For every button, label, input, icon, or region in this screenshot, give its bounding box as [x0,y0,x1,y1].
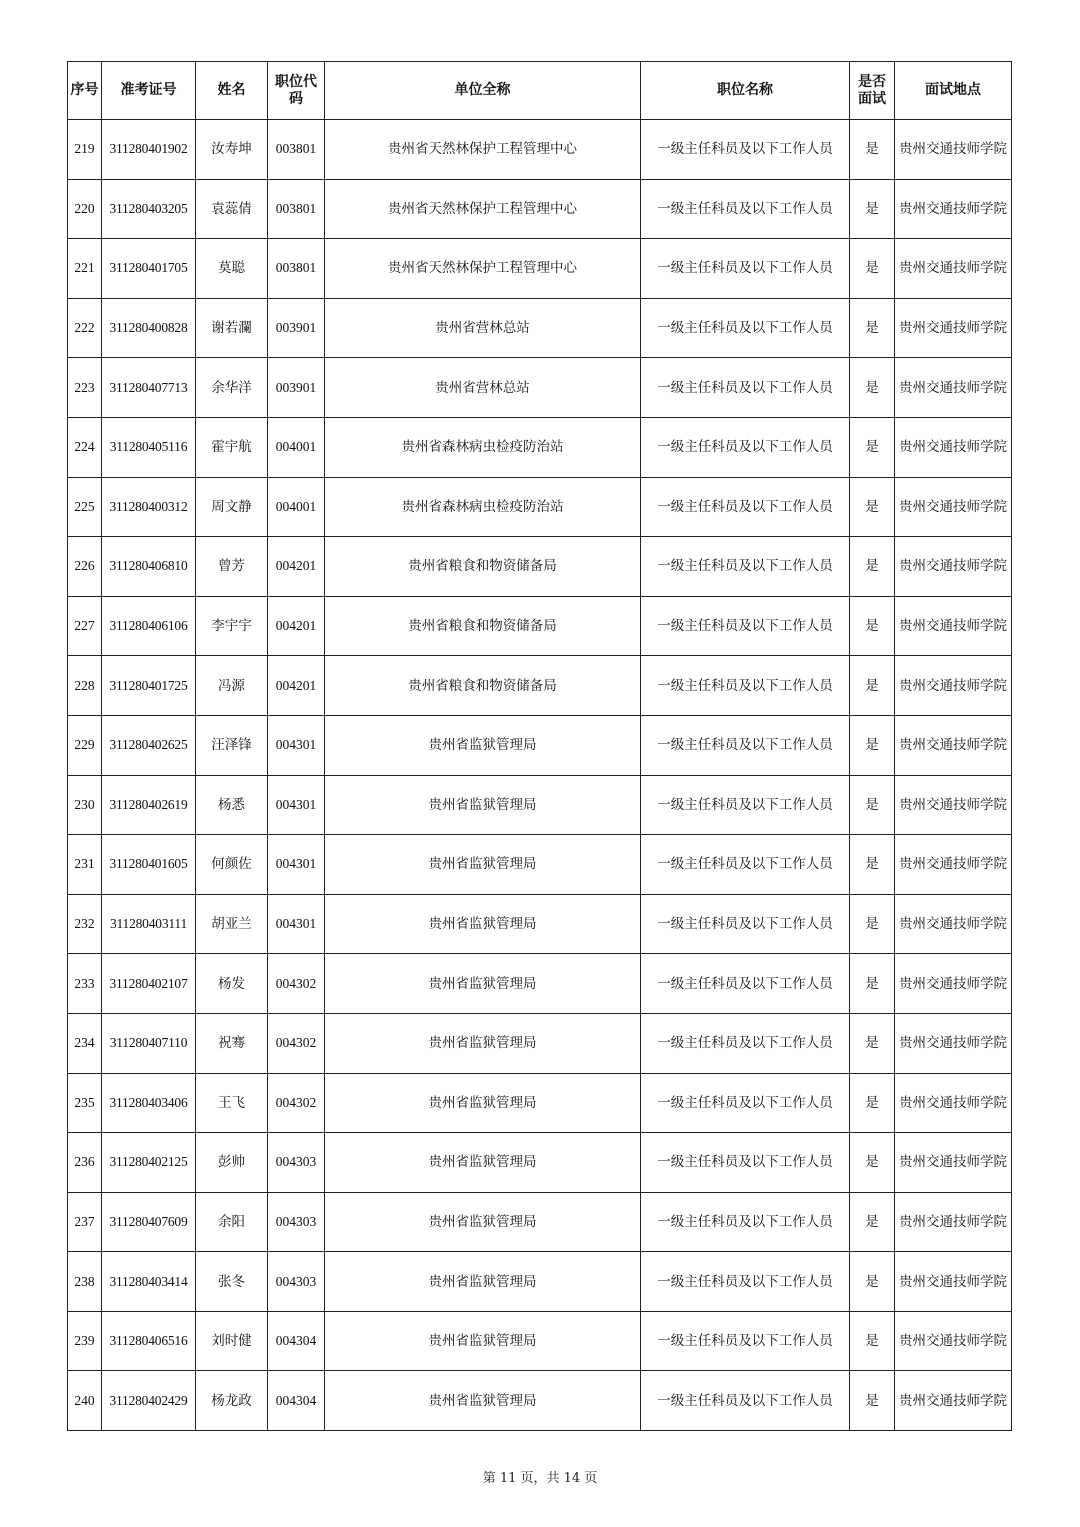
table-row [68,835,1012,895]
cell-position-name: 一级主任科员及以下工作人员 [641,835,850,895]
header-seq: 序号 [68,62,102,120]
table-row [68,477,1012,537]
cell-name: 莫聪 [196,239,268,299]
cell-interview: 是 [850,954,895,1014]
cell-position-code: 004001 [268,477,325,537]
cell-name: 杨龙政 [196,1371,268,1431]
cell-seq: 229 [68,715,102,775]
cell-name: 余阳 [196,1192,268,1252]
table-row [68,1192,1012,1252]
cell-unit: 贵州省天然林保护工程管理中心 [325,120,641,180]
cell-unit: 贵州省粮食和物资储备局 [325,656,641,716]
table-row [68,239,1012,299]
cell-name: 袁蕊倩 [196,179,268,239]
cell-seq: 221 [68,239,102,299]
cell-seq: 230 [68,775,102,835]
cell-unit: 贵州省监狱管理局 [325,1192,641,1252]
table-row [68,179,1012,239]
cell-position-code: 004201 [268,596,325,656]
cell-interview: 是 [850,179,895,239]
table-row [68,775,1012,835]
cell-position-code: 004201 [268,656,325,716]
cell-interview-place: 贵州交通技师学院 [895,537,1012,597]
cell-interview-place: 贵州交通技师学院 [895,1013,1012,1073]
cell-unit: 贵州省营林总站 [325,298,641,358]
header-position-code: 职位代码 [268,62,325,120]
cell-unit: 贵州省监狱管理局 [325,1133,641,1193]
cell-unit: 贵州省监狱管理局 [325,1073,641,1133]
cell-seq: 238 [68,1252,102,1312]
cell-interview: 是 [850,775,895,835]
cell-ticket-number: 311280406106 [102,596,196,656]
cell-name: 汝寿坤 [196,120,268,180]
cell-interview: 是 [850,1073,895,1133]
cell-unit: 贵州省天然林保护工程管理中心 [325,179,641,239]
cell-ticket-number: 311280403406 [102,1073,196,1133]
cell-interview-place: 贵州交通技师学院 [895,1371,1012,1431]
cell-position-code: 004301 [268,775,325,835]
cell-interview-place: 贵州交通技师学院 [895,477,1012,537]
cell-name: 汪泽锋 [196,715,268,775]
cell-ticket-number: 311280400828 [102,298,196,358]
cell-position-name: 一级主任科员及以下工作人员 [641,1073,850,1133]
table-row [68,1073,1012,1133]
cell-interview: 是 [850,1311,895,1371]
cell-unit: 贵州省监狱管理局 [325,954,641,1014]
cell-name: 杨发 [196,954,268,1014]
cell-seq: 220 [68,179,102,239]
cell-interview-place: 贵州交通技师学院 [895,715,1012,775]
cell-name: 何颜佐 [196,835,268,895]
cell-name: 张冬 [196,1252,268,1312]
cell-ticket-number: 311280402125 [102,1133,196,1193]
cell-interview-place: 贵州交通技师学院 [895,239,1012,299]
cell-ticket-number: 311280407110 [102,1013,196,1073]
cell-name: 谢若瀾 [196,298,268,358]
cell-interview: 是 [850,298,895,358]
cell-position-name: 一级主任科员及以下工作人员 [641,954,850,1014]
table-row [68,1252,1012,1312]
cell-interview-place: 贵州交通技师学院 [895,120,1012,180]
cell-position-code: 004001 [268,417,325,477]
cell-interview: 是 [850,715,895,775]
table-row [68,1371,1012,1431]
cell-unit: 贵州省监狱管理局 [325,835,641,895]
cell-seq: 225 [68,477,102,537]
table-row [68,715,1012,775]
cell-position-name: 一级主任科员及以下工作人员 [641,358,850,418]
cell-position-code: 004301 [268,835,325,895]
cell-unit: 贵州省监狱管理局 [325,1311,641,1371]
cell-unit: 贵州省监狱管理局 [325,715,641,775]
cell-interview-place: 贵州交通技师学院 [895,894,1012,954]
cell-interview-place: 贵州交通技师学院 [895,1073,1012,1133]
cell-interview-place: 贵州交通技师学院 [895,1133,1012,1193]
table-row [68,417,1012,477]
cell-name: 周文静 [196,477,268,537]
cell-seq: 232 [68,894,102,954]
cell-ticket-number: 311280402107 [102,954,196,1014]
cell-position-name: 一级主任科员及以下工作人员 [641,1311,850,1371]
cell-interview: 是 [850,120,895,180]
table-row [68,1013,1012,1073]
cell-position-name: 一级主任科员及以下工作人员 [641,715,850,775]
cell-interview-place: 贵州交通技师学院 [895,596,1012,656]
cell-position-code: 004302 [268,954,325,1014]
cell-seq: 223 [68,358,102,418]
cell-seq: 219 [68,120,102,180]
table-row [68,537,1012,597]
header-position-name: 职位名称 [641,62,850,120]
table-row [68,120,1012,180]
table-row [68,656,1012,716]
cell-ticket-number: 311280401725 [102,656,196,716]
cell-seq: 239 [68,1311,102,1371]
cell-position-name: 一级主任科员及以下工作人员 [641,1371,850,1431]
cell-position-code: 004303 [268,1133,325,1193]
table-body [68,120,1012,1431]
cell-name: 曾芳 [196,537,268,597]
cell-ticket-number: 311280406516 [102,1311,196,1371]
cell-ticket-number: 311280406810 [102,537,196,597]
header-ticket-number: 准考证号 [102,62,196,120]
cell-interview-place: 贵州交通技师学院 [895,954,1012,1014]
cell-ticket-number: 311280403205 [102,179,196,239]
cell-ticket-number: 311280402625 [102,715,196,775]
cell-interview: 是 [850,1252,895,1312]
cell-interview: 是 [850,537,895,597]
cell-seq: 237 [68,1192,102,1252]
cell-position-name: 一级主任科员及以下工作人员 [641,179,850,239]
cell-position-name: 一级主任科员及以下工作人员 [641,239,850,299]
cell-unit: 贵州省粮食和物资储备局 [325,537,641,597]
cell-position-code: 004301 [268,894,325,954]
cell-position-code: 004304 [268,1311,325,1371]
cell-name: 冯源 [196,656,268,716]
cell-ticket-number: 311280401605 [102,835,196,895]
cell-seq: 240 [68,1371,102,1431]
cell-name: 祝骞 [196,1013,268,1073]
cell-unit: 贵州省监狱管理局 [325,1013,641,1073]
cell-position-code: 003801 [268,179,325,239]
cell-ticket-number: 311280402429 [102,1371,196,1431]
cell-ticket-number: 311280407713 [102,358,196,418]
cell-position-name: 一级主任科员及以下工作人员 [641,1013,850,1073]
cell-name: 李宇宇 [196,596,268,656]
cell-position-code: 004303 [268,1252,325,1312]
candidate-table [67,61,1012,1431]
cell-seq: 227 [68,596,102,656]
cell-position-code: 003901 [268,358,325,418]
cell-unit: 贵州省监狱管理局 [325,894,641,954]
cell-unit: 贵州省监狱管理局 [325,1371,641,1431]
cell-interview: 是 [850,417,895,477]
cell-seq: 228 [68,656,102,716]
cell-name: 霍宇航 [196,417,268,477]
cell-interview-place: 贵州交通技师学院 [895,179,1012,239]
table-row [68,298,1012,358]
cell-position-code: 003901 [268,298,325,358]
cell-interview-place: 贵州交通技师学院 [895,417,1012,477]
cell-unit: 贵州省营林总站 [325,358,641,418]
cell-name: 杨悉 [196,775,268,835]
header-interview: 是否面试 [850,62,895,120]
cell-interview-place: 贵州交通技师学院 [895,835,1012,895]
cell-interview-place: 贵州交通技师学院 [895,1252,1012,1312]
cell-position-code: 003801 [268,120,325,180]
cell-seq: 236 [68,1133,102,1193]
cell-interview: 是 [850,358,895,418]
cell-interview: 是 [850,477,895,537]
cell-ticket-number: 311280401902 [102,120,196,180]
cell-interview-place: 贵州交通技师学院 [895,298,1012,358]
cell-interview: 是 [850,596,895,656]
cell-interview-place: 贵州交通技师学院 [895,775,1012,835]
cell-ticket-number: 311280403111 [102,894,196,954]
cell-position-name: 一级主任科员及以下工作人员 [641,656,850,716]
header-name: 姓名 [196,62,268,120]
table-row [68,954,1012,1014]
cell-ticket-number: 311280407609 [102,1192,196,1252]
cell-interview: 是 [850,894,895,954]
cell-interview: 是 [850,1371,895,1431]
cell-position-name: 一级主任科员及以下工作人员 [641,537,850,597]
cell-ticket-number: 311280401705 [102,239,196,299]
cell-position-code: 003801 [268,239,325,299]
cell-interview: 是 [850,1192,895,1252]
table-row [68,358,1012,418]
header-interview-place: 面试地点 [895,62,1012,120]
cell-ticket-number: 311280402619 [102,775,196,835]
cell-name: 彭帅 [196,1133,268,1193]
cell-position-code: 004201 [268,537,325,597]
table-row [68,894,1012,954]
cell-position-code: 004302 [268,1073,325,1133]
cell-seq: 222 [68,298,102,358]
cell-unit: 贵州省监狱管理局 [325,775,641,835]
cell-interview: 是 [850,656,895,716]
cell-interview: 是 [850,835,895,895]
page-number: 第 11 页，共 14 页 [482,1471,598,1486]
cell-interview-place: 贵州交通技师学院 [895,1311,1012,1371]
cell-seq: 235 [68,1073,102,1133]
cell-position-code: 004303 [268,1192,325,1252]
cell-interview: 是 [850,239,895,299]
cell-seq: 231 [68,835,102,895]
cell-position-name: 一级主任科员及以下工作人员 [641,596,850,656]
cell-position-name: 一级主任科员及以下工作人员 [641,894,850,954]
cell-position-name: 一级主任科员及以下工作人员 [641,417,850,477]
cell-interview-place: 贵州交通技师学院 [895,656,1012,716]
cell-position-name: 一级主任科员及以下工作人员 [641,1192,850,1252]
cell-ticket-number: 311280405116 [102,417,196,477]
cell-unit: 贵州省天然林保护工程管理中心 [325,239,641,299]
cell-interview-place: 贵州交通技师学院 [895,1192,1012,1252]
cell-position-code: 004301 [268,715,325,775]
cell-ticket-number: 311280400312 [102,477,196,537]
cell-unit: 贵州省监狱管理局 [325,1252,641,1312]
cell-name: 胡亚兰 [196,894,268,954]
table-header-row [68,62,1012,120]
cell-unit: 贵州省森林病虫检疫防治站 [325,417,641,477]
cell-seq: 226 [68,537,102,597]
cell-position-code: 004304 [268,1371,325,1431]
cell-seq: 234 [68,1013,102,1073]
cell-interview-place: 贵州交通技师学院 [895,358,1012,418]
cell-name: 王飞 [196,1073,268,1133]
cell-position-name: 一级主任科员及以下工作人员 [641,477,850,537]
cell-position-name: 一级主任科员及以下工作人员 [641,1252,850,1312]
cell-ticket-number: 311280403414 [102,1252,196,1312]
cell-seq: 233 [68,954,102,1014]
cell-position-name: 一级主任科员及以下工作人员 [641,1133,850,1193]
table-row [68,1311,1012,1371]
cell-name: 余华洋 [196,358,268,418]
cell-name: 刘时健 [196,1311,268,1371]
table-row [68,596,1012,656]
cell-position-code: 004302 [268,1013,325,1073]
cell-unit: 贵州省森林病虫检疫防治站 [325,477,641,537]
table-row [68,1133,1012,1193]
cell-interview: 是 [850,1013,895,1073]
cell-seq: 224 [68,417,102,477]
cell-position-name: 一级主任科员及以下工作人员 [641,120,850,180]
cell-interview: 是 [850,1133,895,1193]
header-unit: 单位全称 [325,62,641,120]
cell-unit: 贵州省粮食和物资储备局 [325,596,641,656]
cell-position-name: 一级主任科员及以下工作人员 [641,775,850,835]
cell-position-name: 一级主任科员及以下工作人员 [641,298,850,358]
